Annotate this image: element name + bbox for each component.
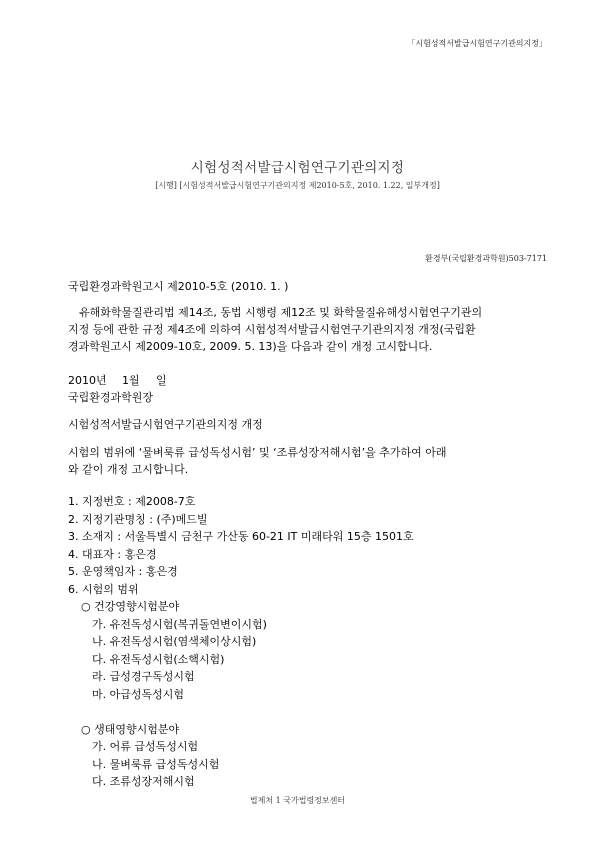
department-phone: 환경부(국립환경과학원)503-7171	[425, 254, 547, 263]
health-test-item: 나. 유전독성시험(염색체이상시험)	[92, 635, 257, 648]
notice-number: 국립환경과학원고시 제2010-5호 (2010. 1. )	[68, 280, 289, 293]
intro-line: 지정 등에 관한 규정 제4조에 의하여 시험성적서발급시험연구기관의지정 개정(국립환	[68, 323, 476, 336]
sign-day: 일	[156, 374, 167, 387]
spacer	[68, 703, 414, 721]
eco-test-item: 가. 어류 급성독성시험	[92, 740, 199, 753]
page-footer: 법제처 1 국가법령정보센터	[249, 796, 346, 805]
item-test-scope: 6. 시험의 범위	[68, 582, 139, 596]
sign-year: 2010년	[68, 374, 107, 387]
eco-test-item: 다. 조류성장저해시험	[92, 775, 195, 788]
section-title: 시험성적서발급시험연구기관의지정 개정	[68, 418, 263, 431]
health-test-item: 다. 유전독성시험(소핵시험)	[92, 652, 225, 666]
intro-line: 경과학원고시 제2009-10호, 2009. 5. 13)을 다음과 같이 개정 고시합니다.	[68, 340, 433, 353]
item-representative: 4. 대표자 : 홍은경	[68, 547, 157, 561]
health-group-title: ○ 건강영향시험분야	[81, 600, 180, 613]
designation-items	[68, 493, 414, 791]
health-test-item: 마. 아급성독성시험	[92, 687, 185, 701]
document-subtitle: [시행] [시험성적서발급시험연구기관의지정 제2010-5호, 2010. 1.22, 일부개정]	[155, 181, 440, 190]
scope-line: 시험의 범위에 ‘물벼룩류 급성독성시험’ 및 ‘조류성장저해시험’을 추가하여 아래	[68, 446, 447, 459]
intro-paragraph	[68, 304, 538, 355]
scope-line: 와 같이 개정 고시합니다.	[68, 463, 189, 476]
document-title: 시험성적서발급시험연구기관의지정	[190, 160, 405, 176]
sign-month: 1월	[122, 374, 140, 387]
item-designation-number: 1. 지정번호 : 제2008-7호	[68, 495, 196, 508]
scope-paragraph	[68, 444, 538, 478]
eco-group-title: ○ 생태영향시험분야	[81, 722, 180, 736]
health-test-item: 라. 급성경구독성시험	[92, 670, 195, 683]
header-note: 「시험성적서발급시험연구기관의지정」	[407, 39, 547, 48]
sign-organization: 국립환경과학원장	[68, 391, 154, 404]
item-manager: 5. 운영책임자 : 홍은경	[68, 565, 178, 578]
sign-date	[68, 372, 167, 389]
health-test-item: 가. 유전독성시험(복귀돌연변이시험)	[92, 617, 267, 631]
item-location: 3. 소재지 : 서울특별시 금천구 가산동 60-21 IT 미래타워 15층 1501호	[68, 530, 414, 543]
item-institution-name: 2. 지정기관명칭 : (주)메드빌	[68, 512, 208, 526]
intro-line: 유해화학물질관리법 제14조, 동법 시행령 제12조 및 화학물질유해성시험연구기관의	[79, 306, 483, 319]
eco-test-item: 나. 물벼룩류 급성독성시험	[92, 757, 220, 771]
